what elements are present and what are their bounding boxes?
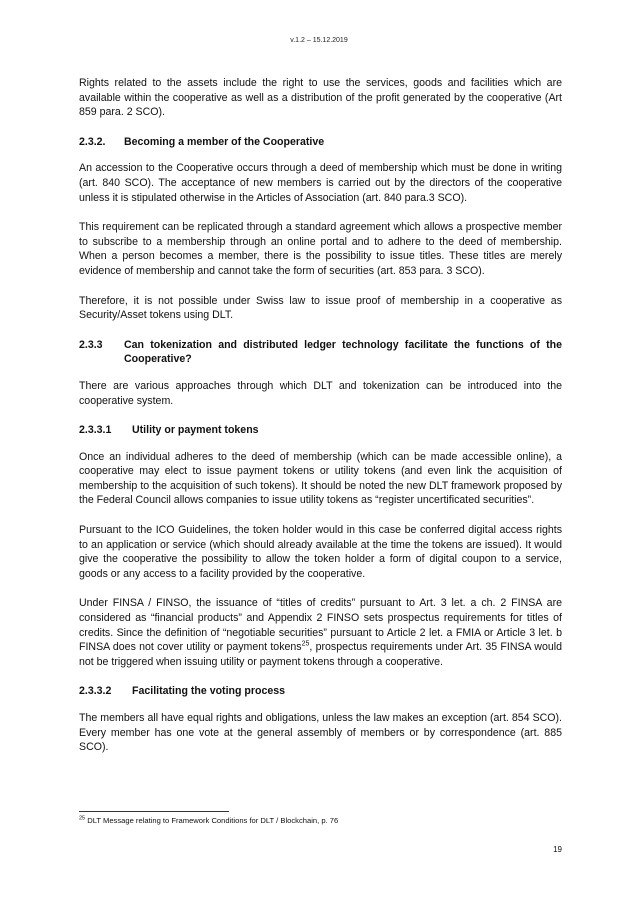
footnote <box>79 816 562 825</box>
heading-2-3-2 <box>79 135 562 150</box>
section-number: 2.3.3.1 <box>79 424 112 437</box>
page-number: 19 <box>553 845 562 854</box>
footnote-reference[interactable]: 25 <box>301 640 310 648</box>
paragraph-accession: An accession to the Cooperative occurs through a deed of membership which must be done in writing (art. 840 SCO). The acceptance of new members is carried out by the directors of the cooperative unless it is stipulated otherwise in the Articles of Association (art. 840 para.3 SCO). <box>79 162 562 204</box>
paragraph-approaches: There are various approaches through which DLT and tokenization can be introduced into the cooperative system. <box>79 379 562 407</box>
paragraph-deed-membership: Once an individual adheres to the deed of membership (which can be made accessible online), a cooperative may elect to issue payment tokens or utility tokens (and even link the acquisition of membership to the acquisition of such tokens). It should be noted the new DLT framework proposed by the Federal Council allows companies to issue utility tokens as “register uncertificated securities”. <box>79 450 562 507</box>
paragraph-finsa <box>79 596 562 669</box>
section-number: 2.3.3 <box>79 338 103 351</box>
heading-2-3-3 <box>79 338 562 367</box>
footnote-number: 25 <box>79 815 86 822</box>
footnote-divider <box>79 811 229 812</box>
paragraph-requirement: This requirement can be replicated through a standard agreement which allows a prospective member to subscribe to a membership through an online portal and to adhere to the deed of membership. When a person becomes a member, there is the possibility to issue titles. These titles are merely evidence of membership and cannot take the form of securities (art. 853 para. 3 SCO). <box>79 221 562 277</box>
section-title: Facilitating the voting process <box>132 685 286 698</box>
paragraph-therefore: Therefore, it is not possible under Swiss law to issue proof of membership in a cooperative as Security/Asset tokens using DLT. <box>79 294 562 322</box>
paragraph-finsa-text-a: Under FINSA / FINSO, the issuance of “titles of credits” pursuant to Art. 3 let. a ch. 2 FINSA are considered as “financial products” and Appendix 2 FINSO sets prospectus requirements for titles of credits. Since the definition of “negotiable securities” pursuant to Article 2 let. a FMIA or Article 3 let. b FINSA does not cover utility or payment tokens <box>79 597 562 654</box>
heading-2-3-3-2 <box>79 684 562 699</box>
paragraph-voting: The members all have equal rights and obligations, unless the law makes an exception (art. 854 SCO). Every member has one vote at the general assembly of members or by correspondence (art. 885 SCO). <box>79 712 562 754</box>
paragraph-finsa-text-b: , prospectus requirements under Art. 35 FINSA would not be triggered when issuing utility or payment tokens through a cooperative. <box>79 641 562 668</box>
heading-2-3-3-1 <box>79 423 562 438</box>
footnote-text: DLT Message relating to Framework Conditions for DLT / Blockchain, p. 76 <box>85 816 339 825</box>
document-body <box>79 76 562 770</box>
section-title: Utility or payment tokens <box>132 424 259 437</box>
section-number: 2.3.2. <box>79 135 106 148</box>
paragraph-asset-rights: Rights related to the assets include the right to use the services, goods and facilities which are available within the cooperative as well as a distribution of the profit generated by the cooperative (Art 859 para. 2 SCO). <box>79 77 562 119</box>
section-title: Becoming a member of the Cooperative <box>124 135 325 148</box>
version-header: v.1.2 – 15.12.2019 <box>290 37 348 44</box>
section-title: Can tokenization and distributed ledger technology facilitate the functions of the Cooperative? <box>124 338 562 366</box>
paragraph-ico-guidelines: Pursuant to the ICO Guidelines, the token holder would in this case be conferred digital access rights to an application or service (which should already available at the time the tokens are issued). It would give the cooperative the possibility to allow the token holder a form of digital coupon to a service, goods or any access to a facility provided by the cooperative. <box>79 524 562 580</box>
section-number: 2.3.3.2 <box>79 685 112 698</box>
